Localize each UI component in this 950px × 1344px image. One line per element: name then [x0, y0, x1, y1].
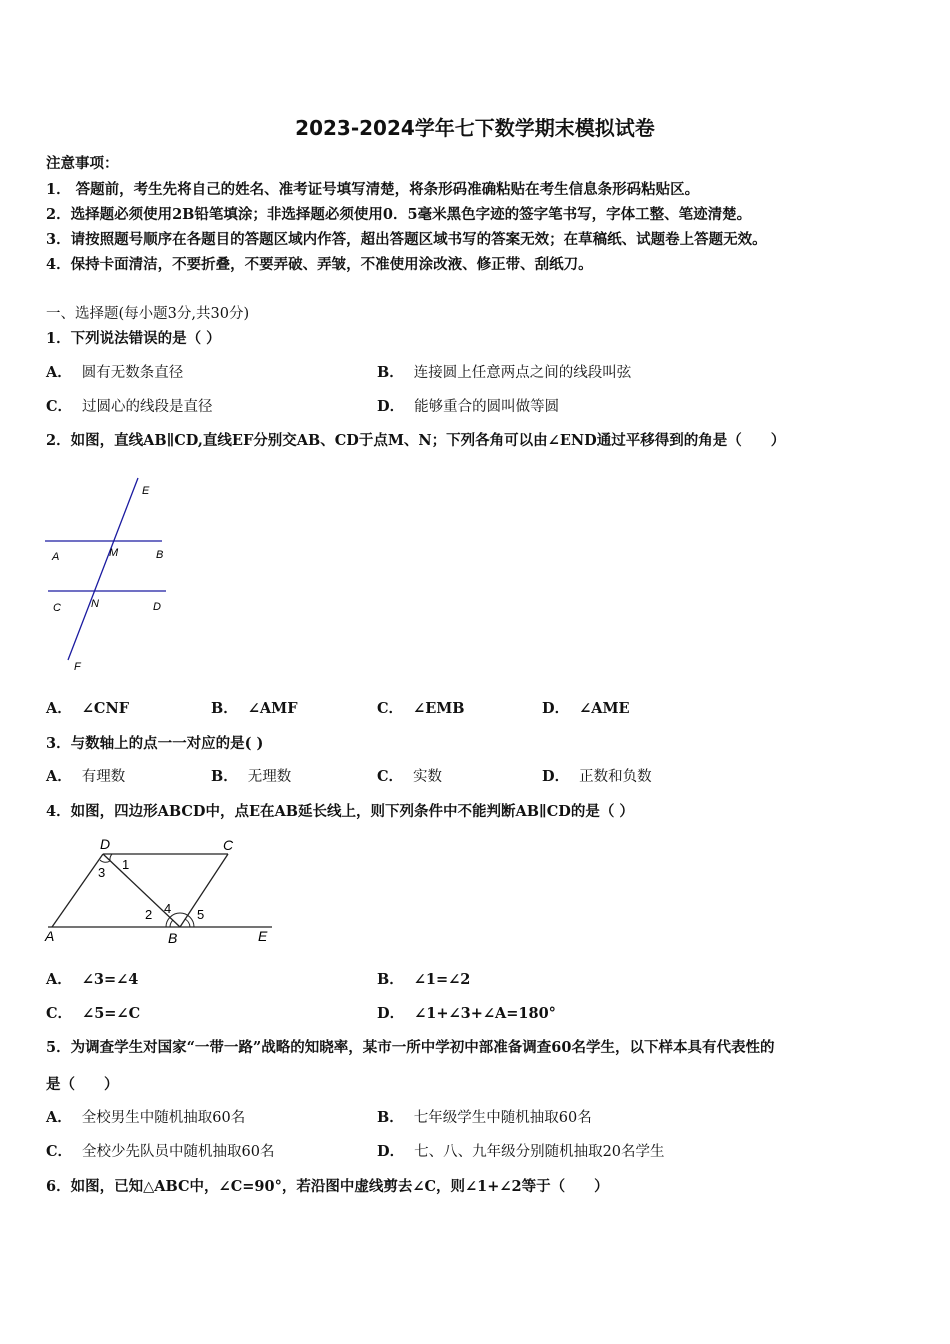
q3-option-a: A． 有理数 — [46, 768, 126, 785]
q2-option-c: C． ∠EMB — [377, 700, 465, 717]
q4-option-b: B． ∠1=∠2 — [377, 971, 471, 988]
q3-option-c: C． 实数 — [377, 768, 443, 785]
section-heading: 一、选择题(每小题3分,共30分) — [46, 306, 250, 322]
notice-item: 4．保持卡面清洁，不要折叠，不要弄破、弄皱，不准使用涂改液、修正带、刮纸刀。 — [46, 256, 593, 273]
notice-item: 1． 答题前，考生先将自己的姓名、准考证号填写清楚，将条形码准确粘贴在考生信息条形码粘贴区。 — [46, 181, 700, 198]
angle-label-4: 4 — [164, 901, 172, 916]
q4-quadrilateral-figure — [40, 835, 280, 950]
label-b: B — [156, 549, 164, 561]
q5-option-c: C． 全校少先队员中随机抽取60名 — [46, 1143, 275, 1160]
notice-heading: 注意事项： — [46, 155, 119, 172]
angle-arc-5 — [185, 919, 190, 927]
label-c: C — [53, 602, 61, 614]
label-b: B — [168, 930, 178, 946]
q5-option-a: A． 全校男生中随机抽取60名 — [46, 1109, 246, 1126]
q2-option-a: A． ∠CNF — [46, 700, 130, 717]
label-d: D — [153, 601, 161, 613]
q2-parallel-lines-figure — [40, 470, 180, 675]
q3-option-d: D． 正数和负数 — [542, 768, 652, 785]
q5-option-b: B． 七年级学生中随机抽取60名 — [377, 1109, 592, 1126]
angle-label-2: 2 — [145, 907, 153, 922]
angle-label-3: 3 — [98, 865, 106, 880]
q4-option-a: A． ∠3=∠4 — [46, 971, 139, 988]
segment-db — [103, 854, 180, 927]
q1-option-d: D． 能够重合的圆叫做等圆 — [377, 398, 560, 415]
q2-option-d: D． ∠AME — [542, 700, 630, 717]
angle-arc-2 — [170, 920, 173, 927]
label-e: E — [258, 928, 268, 944]
angle-arc-1 — [110, 854, 112, 861]
angle-label-5: 5 — [197, 907, 205, 922]
segment-da — [52, 854, 106, 927]
label-f: F — [74, 661, 81, 673]
q3-option-b: B． 无理数 — [211, 768, 292, 785]
q5-option-d: D． 七、八、九年级分别随机抽取20名学生 — [377, 1143, 665, 1160]
q4-option-c: C． ∠5=∠C — [46, 1005, 141, 1022]
label-a: A — [45, 928, 55, 944]
label-n: N — [91, 598, 99, 610]
label-d: D — [100, 836, 111, 852]
question-1-stem: 1．下列说法错误的是（ ） — [46, 330, 221, 347]
label-c: C — [223, 837, 234, 853]
question-3-stem: 3．与数轴上的点一一对应的是( ) — [46, 735, 264, 752]
question-5-stem: 5．为调查学生对国家“一带一路”战略的知晓率，某市一所中学初中部准备调查60名学生，以下样本具有代表性的 — [46, 1039, 775, 1056]
q4-option-d: D． ∠1+∠3+∠A=180° — [377, 1005, 556, 1022]
q1-option-c: C． 过圆心的线段是直径 — [46, 398, 213, 415]
q1-option-b: B． 连接圆上任意两点之间的线段叫弦 — [377, 364, 632, 381]
line-ef — [68, 478, 138, 660]
angle-arc-3 — [100, 860, 110, 862]
q2-option-b: B． ∠AMF — [211, 700, 298, 717]
page-title: 2023-2024学年七下数学期末模拟试卷 — [295, 116, 655, 140]
notice-item: 3．请按照题号顺序在各题目的答题区域内作答，超出答题区域书写的答案无效；在草稿纸、试题卷上答题无效。 — [46, 231, 767, 248]
label-a: A — [52, 551, 60, 563]
notice-item: 2．选择题必须使用2B铅笔填涂；非选择题必须使用0．5毫米黑色字迹的签字笔书写，字体工整、笔迹清楚。 — [46, 206, 752, 223]
question-4-stem: 4．如图，四边形ABCD中，点E在AB延长线上，则下列条件中不能判断AB∥CD的是（ ） — [46, 803, 634, 820]
question-6-stem: 6．如图，已知△ABC中，∠C=90°，若沿图中虚线剪去∠C，则∠1+∠2等于（ ） — [46, 1178, 609, 1195]
q1-option-a: A． 圆有无数条直径 — [46, 364, 184, 381]
question-2-stem: 2．如图，直线AB∥CD,直线EF分别交AB、CD于点M、N；下列各角可以由∠END通过平移得到的角是（ ） — [46, 432, 786, 449]
angle-label-1: 1 — [122, 857, 130, 872]
label-m: M — [109, 547, 119, 559]
question-5-stem-cont: 是（ ） — [46, 1076, 119, 1093]
label-e: E — [142, 485, 150, 497]
